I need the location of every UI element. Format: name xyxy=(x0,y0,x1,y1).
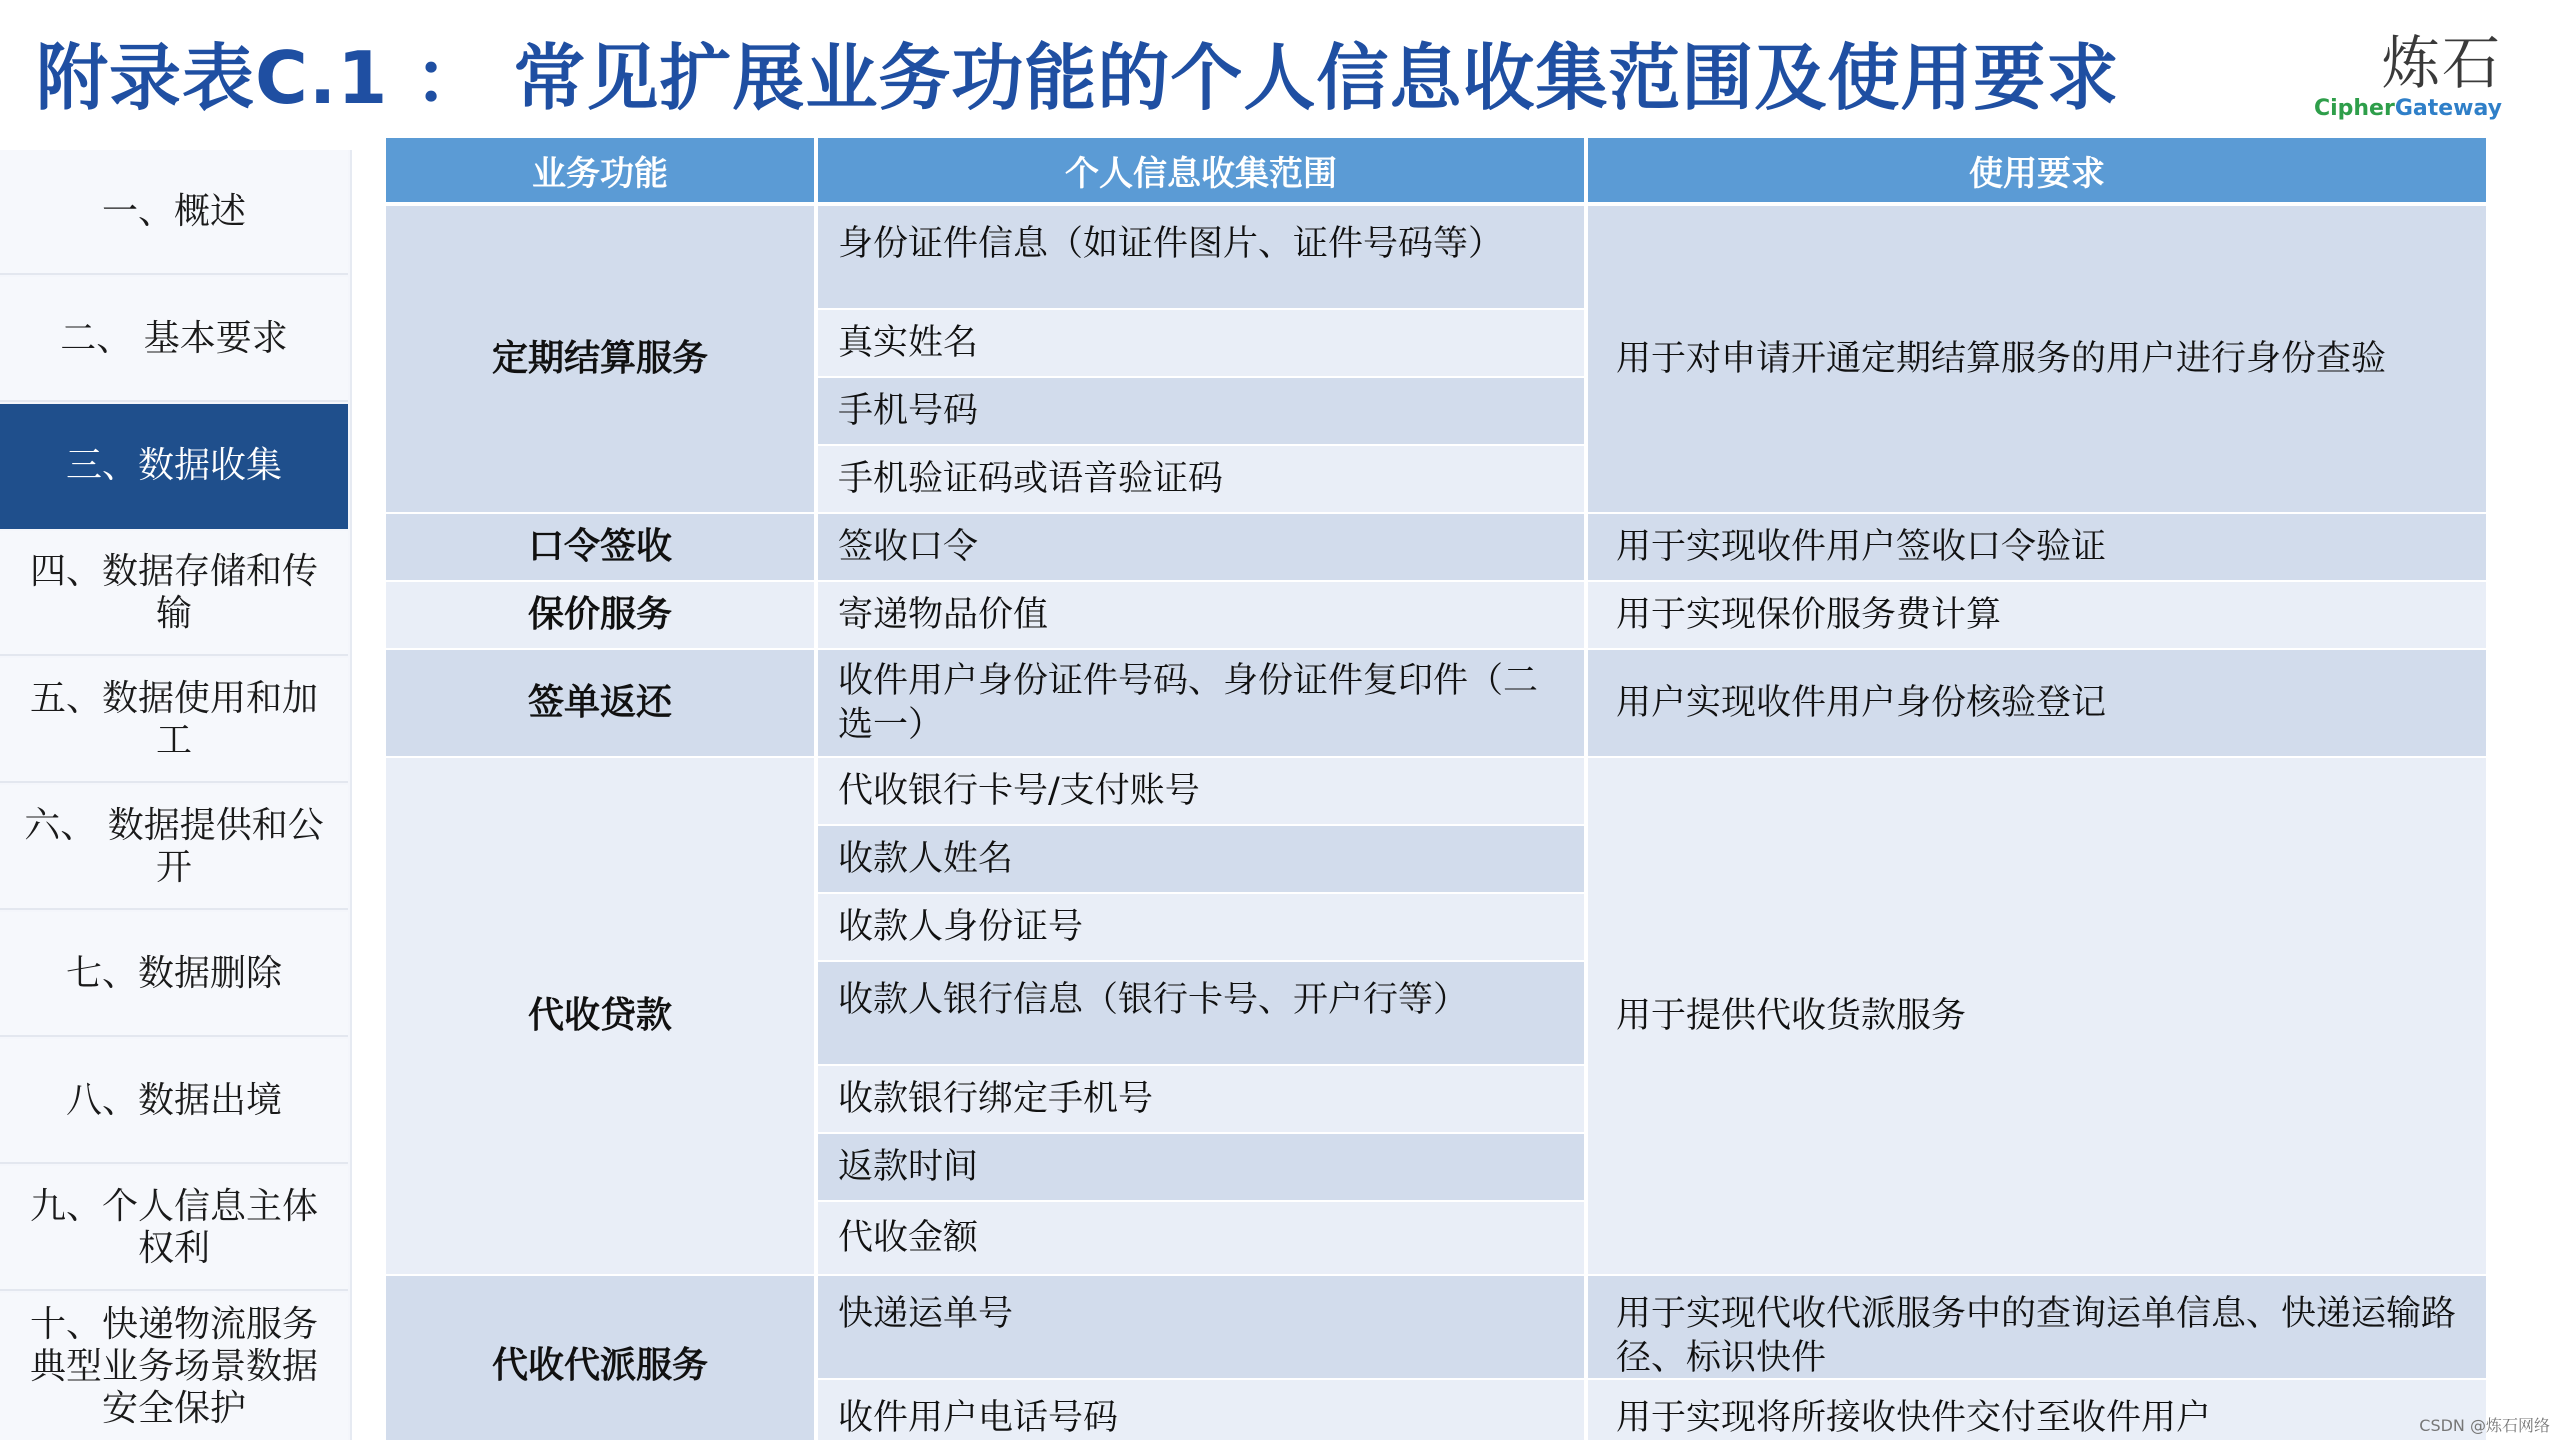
sidebar-item-data-collection[interactable]: 三、数据收集 xyxy=(0,404,348,529)
scope-cell: 寄递物品价值 xyxy=(818,582,1584,648)
header-scope: 个人信息收集范围 xyxy=(818,138,1584,202)
sidebar-item-use-processing[interactable]: 五、数据使用和加 工 xyxy=(0,658,348,783)
sidebar-item-storage-transfer[interactable]: 四、数据存储和传 输 xyxy=(0,531,348,656)
function-cell: 代收代派服务 xyxy=(386,1276,814,1440)
sidebar-item-cross-border[interactable]: 八、数据出境 xyxy=(0,1039,348,1164)
header-function: 业务功能 xyxy=(386,138,814,202)
scope-cell: 手机号码 xyxy=(818,378,1584,444)
page-title: 附录表C.1 ： 常见扩展业务功能的个人信息收集范围及使用要求 xyxy=(36,36,2120,120)
logo-cn-text: 炼石 xyxy=(2381,29,2502,97)
usage-cell: 用于实现保价服务费计算 xyxy=(1588,582,2486,648)
usage-cell: 用于对申请开通定期结算服务的用户进行身份查验 xyxy=(1588,206,2486,512)
sidebar-item-basic-requirements[interactable]: 二、 基本要求 xyxy=(0,277,348,402)
scope-cell: 真实姓名 xyxy=(818,310,1584,376)
scope-cell: 签收口令 xyxy=(818,514,1584,580)
function-cell: 签单返还 xyxy=(386,650,814,756)
footer-credit: CSDN @炼石网络 xyxy=(2419,1416,2550,1435)
scope-cell: 手机验证码或语音验证码 xyxy=(818,446,1584,512)
scope-cell: 身份证件信息（如证件图片、证件号码等） xyxy=(818,206,1584,308)
logo-gateway: Gateway xyxy=(2394,96,2502,121)
function-cell: 口令签收 xyxy=(386,514,814,580)
sidebar-item-provide-disclose[interactable]: 六、 数据提供和公 开 xyxy=(0,785,348,910)
scope-cell: 收款人姓名 xyxy=(818,826,1584,892)
logo-cipher: Cipher xyxy=(2313,96,2395,121)
sidebar-item-data-deletion[interactable]: 七、数据删除 xyxy=(0,912,348,1037)
function-cell: 代收贷款 xyxy=(386,758,814,1274)
company-logo xyxy=(2302,30,2502,126)
sidebar-item-overview[interactable]: 一、概述 xyxy=(0,150,348,275)
usage-cell: 用于实现将所接收快件交付至收件用户 xyxy=(1588,1380,2486,1440)
scope-cell: 收款人银行信息（银行卡号、开户行等） xyxy=(818,962,1584,1064)
usage-cell: 用户实现收件用户身份核验登记 xyxy=(1588,650,2486,756)
scope-cell: 返款时间 xyxy=(818,1134,1584,1200)
info-collection-table xyxy=(386,138,2486,1440)
logo-en-text xyxy=(2302,96,2502,122)
scope-cell: 收款人身份证号 xyxy=(818,894,1584,960)
usage-cell: 用于提供代收货款服务 xyxy=(1588,758,2486,1274)
sidebar-nav xyxy=(0,150,352,1440)
scope-cell: 收件用户身份证件号码、身份证件复印件（二选一） xyxy=(818,650,1584,756)
function-cell: 定期结算服务 xyxy=(386,206,814,512)
scope-cell: 收款银行绑定手机号 xyxy=(818,1066,1584,1132)
sidebar-item-subject-rights[interactable]: 九、个人信息主体 权利 xyxy=(0,1166,348,1291)
function-cell: 保价服务 xyxy=(386,582,814,648)
scope-cell: 代收金额 xyxy=(818,1202,1584,1274)
sidebar-item-express-scenarios[interactable]: 十、快递物流服务 典型业务场景数据 安全保护 xyxy=(0,1293,348,1440)
usage-cell: 用于实现收件用户签收口令验证 xyxy=(1588,514,2486,580)
header-usage: 使用要求 xyxy=(1588,138,2486,202)
scope-cell: 快递运单号 xyxy=(818,1276,1584,1378)
usage-cell: 用于实现代收代派服务中的查询运单信息、快递运输路径、标识快件 xyxy=(1588,1276,2486,1378)
scope-cell: 收件用户电话号码 xyxy=(818,1380,1584,1440)
scope-cell: 代收银行卡号/支付账号 xyxy=(818,758,1584,824)
